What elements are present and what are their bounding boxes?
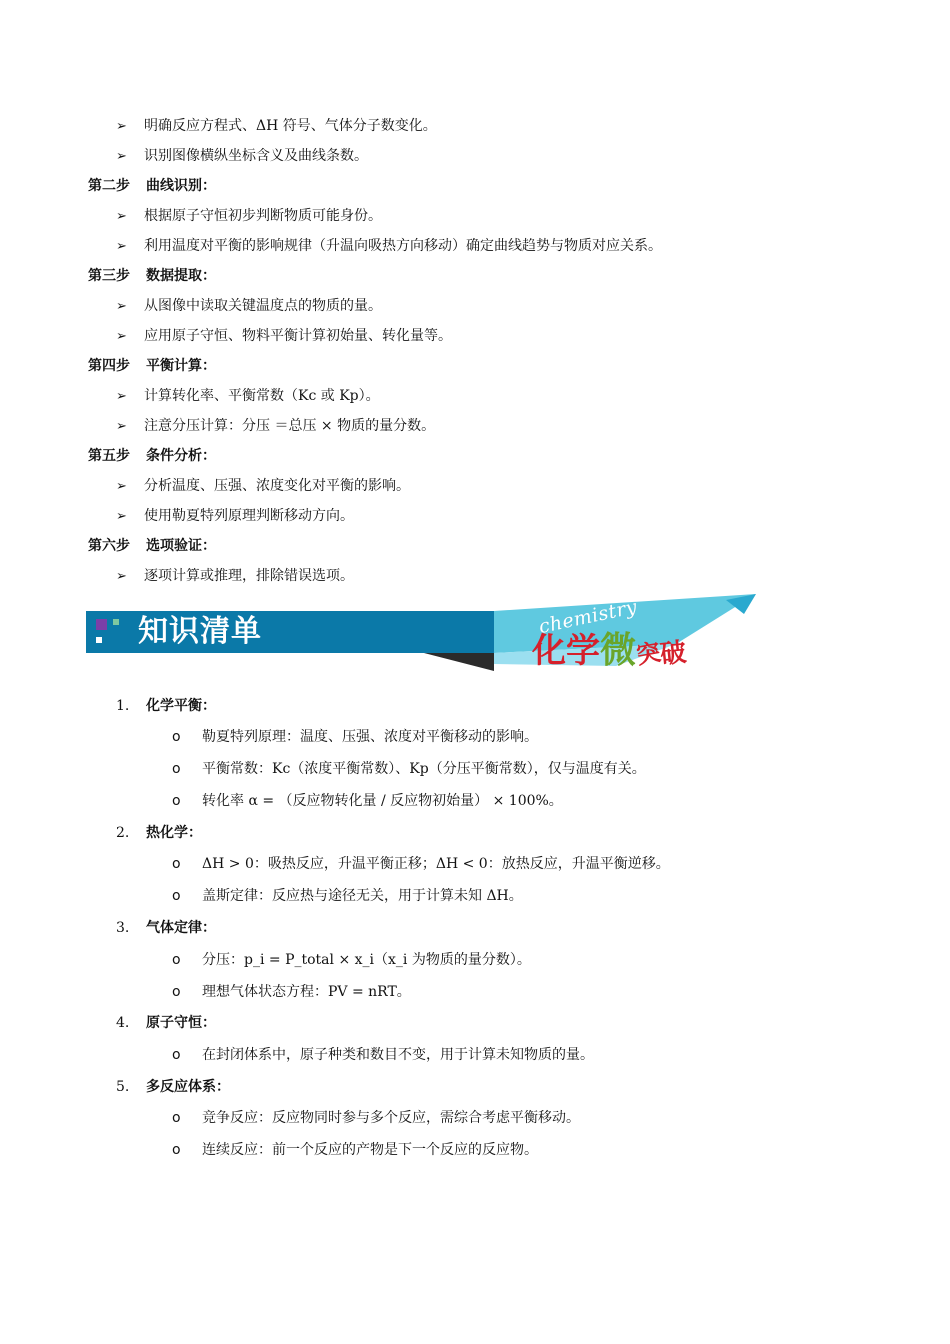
bullet-item [116,236,662,257]
list-number: 1. [116,698,130,714]
step-heading [88,446,216,466]
sub-list-item [172,950,531,970]
bullet-text: 从图像中读取关键温度点的物质的量。 [144,298,382,314]
bullet-item [116,116,437,137]
list-number: 2. [116,825,130,841]
bullet-text: 计算转化率、平衡常数（Kc 或 Kp）。 [144,388,380,404]
list-number: 5. [116,1079,130,1095]
step-title: 选项验证： [146,538,216,554]
bullet-item [116,386,380,407]
circle-bullet-icon: o [172,793,181,809]
bullet-text: 识别图像横纵坐标含义及曲线条数。 [144,148,368,164]
bullet-text: 使用勒夏特列原理判断移动方向。 [144,508,354,524]
circle-bullet-icon: o [172,856,181,872]
sub-list-item [172,759,646,779]
arrow-bullet-icon: ➢ [116,119,127,134]
square-icon [96,637,102,643]
list-heading: 化学平衡： [146,698,216,714]
bullet-item [116,506,354,527]
brand-char: 破 [658,637,688,671]
numbered-heading [116,1077,230,1097]
arrow-bullet-icon: ➢ [116,509,127,524]
sub-list-item [172,854,670,874]
bullet-item [116,146,368,167]
brand-logo [532,622,686,673]
step-title: 平衡计算： [146,358,216,374]
sub-item-text: 盖斯定律：反应热与途径无关，用于计算未知 ΔH。 [202,888,523,904]
arrow-bullet-icon: ➢ [116,209,127,224]
brand-char: 化 [532,631,566,671]
bullet-text: 逐项计算或推理，排除错误选项。 [144,568,354,584]
sub-item-text: 分压：p_i = P_total × x_i（x_i 为物质的量分数）。 [202,952,531,968]
circle-bullet-icon: o [172,1142,181,1158]
arrow-bullet-icon: ➢ [116,149,127,164]
bullet-text: 注意分压计算：分压 ＝总压 × 物质的量分数。 [144,418,436,434]
bullet-item [116,416,435,437]
sub-item-text: 平衡常数：Kc（浓度平衡常数）、Kp（分压平衡常数），仅与温度有关。 [202,761,646,777]
sub-list-item [172,1140,538,1160]
bullet-item [116,566,354,587]
sub-item-text: 转化率 α = （反应物转化量 / 反应物初始量） × 100%。 [202,793,563,809]
step-label: 第四步 [88,358,130,374]
arrow-bullet-icon: ➢ [116,329,127,344]
bullet-item [116,296,382,317]
circle-bullet-icon: o [172,1047,181,1063]
arrow-bullet-icon: ➢ [116,569,127,584]
list-heading: 气体定律： [146,920,216,936]
circle-bullet-icon: o [172,729,181,745]
step-label: 第六步 [88,538,130,554]
banner-title: 知识清单 [138,614,262,649]
square-icon [96,619,107,630]
sub-item-text: ΔH > 0：吸热反应，升温平衡正移；ΔH < 0：放热反应，升温平衡逆移。 [202,856,670,872]
step-title: 数据提取： [146,268,216,284]
arrow-bullet-icon: ➢ [116,299,127,314]
step-title: 条件分析： [146,448,216,464]
brand-char: 学 [566,631,600,671]
sub-item-text: 勒夏特列原理：温度、压强、浓度对平衡移动的影响。 [202,729,538,745]
sub-list-item [172,1108,580,1128]
chemistry-watermark: chemistry [536,595,640,639]
brand-char: 微 [600,630,637,671]
sub-item-text: 理想气体状态方程：PV = nRT。 [202,984,411,1000]
circle-bullet-icon: o [172,952,181,968]
sub-list-item [172,791,563,811]
bullet-text: 根据原子守恒初步判断物质可能身份。 [144,208,382,224]
bullet-item [116,476,410,497]
bullet-text: 利用温度对平衡的影响规律（升温向吸热方向移动）确定曲线趋势与物质对应关系。 [144,238,662,254]
brand-char: 突 [634,638,663,670]
numbered-heading [116,918,216,938]
sub-list-item [172,886,523,906]
circle-bullet-icon: o [172,984,181,1000]
square-icon [113,619,119,625]
list-heading: 热化学： [146,825,202,841]
section-banner [86,594,756,678]
sub-item-text: 竞争反应：反应物同时参与多个反应，需综合考虑平衡移动。 [202,1110,580,1126]
step-heading [88,266,216,286]
list-heading: 原子守恒： [146,1015,216,1031]
arrow-bullet-icon: ➢ [116,389,127,404]
arrow-bullet-icon: ➢ [116,479,127,494]
step-heading [88,356,216,376]
circle-bullet-icon: o [172,761,181,777]
step-label: 第二步 [88,178,130,194]
bullet-text: 明确反应方程式、ΔH 符号、气体分子数变化。 [144,118,437,134]
arrow-bullet-icon: ➢ [116,419,127,434]
list-heading: 多反应体系： [146,1079,230,1095]
list-number: 3. [116,920,130,936]
sub-item-text: 在封闭体系中，原子种类和数目不变，用于计算未知物质的量。 [202,1047,594,1063]
numbered-heading [116,696,216,716]
bullet-text: 分析温度、压强、浓度变化对平衡的影响。 [144,478,410,494]
step-title: 曲线识别： [146,178,216,194]
step-heading [88,176,216,196]
step-label: 第五步 [88,448,130,464]
arrow-bullet-icon: ➢ [116,239,127,254]
bullet-item [116,326,452,347]
numbered-heading [116,1013,216,1033]
sub-item-text: 连续反应：前一个反应的产物是下一个反应的反应物。 [202,1142,538,1158]
circle-bullet-icon: o [172,1110,181,1126]
step-heading [88,536,216,556]
bullet-item [116,206,382,227]
circle-bullet-icon: o [172,888,181,904]
sub-list-item [172,727,538,747]
sub-list-item [172,1045,594,1065]
bullet-text: 应用原子守恒、物料平衡计算初始量、转化量等。 [144,328,452,344]
sub-list-item [172,982,411,1002]
step-label: 第三步 [88,268,130,284]
list-number: 4. [116,1015,130,1031]
numbered-heading [116,823,202,843]
